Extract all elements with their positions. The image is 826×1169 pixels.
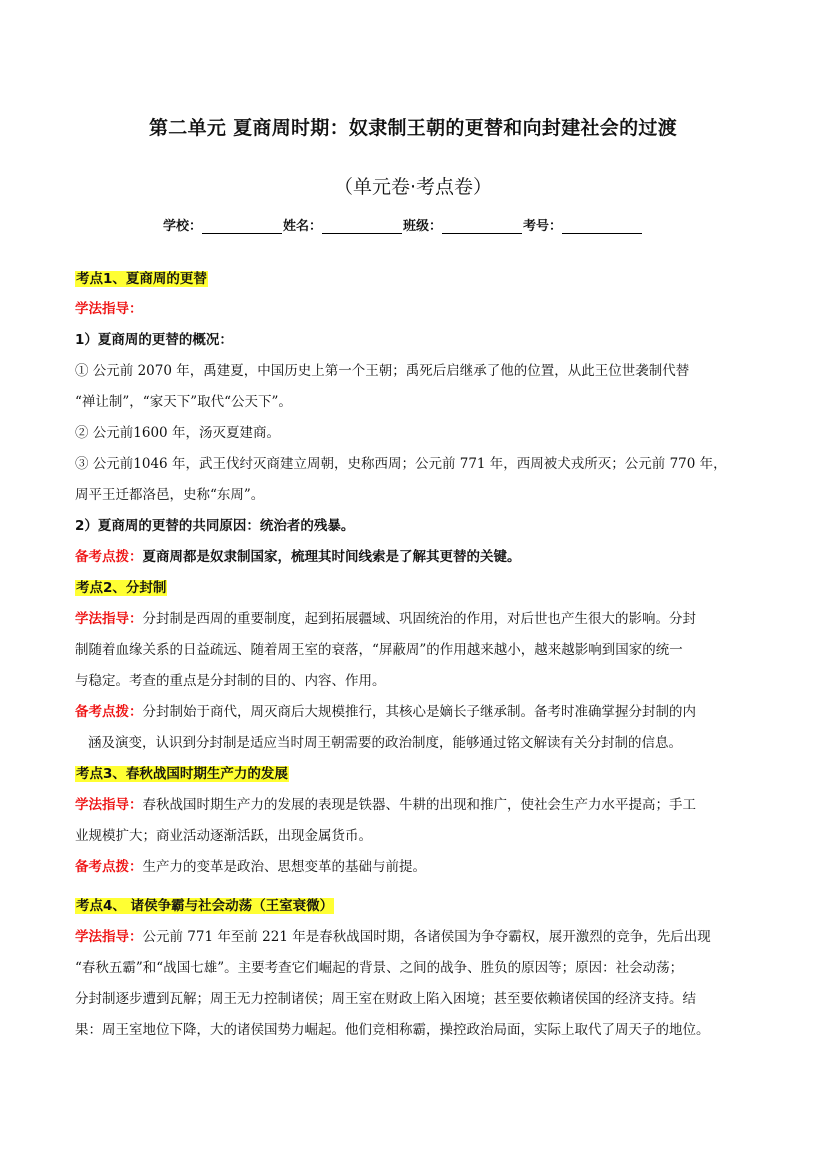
tip-label: 备考点拨： [75,549,143,565]
guide-label: 学法指导： [75,929,143,945]
body-line: ② 公元前1600 年，汤灭夏建商。 [75,425,280,441]
body-line: 分封制是西周的重要制度，起到拓展疆域、巩固统治的作用，对后世也产生很大的影响。分封 [142,611,696,627]
field-label-number: 考号： [523,219,563,234]
name-blank[interactable] [322,219,402,234]
number-blank[interactable] [562,219,642,234]
student-info-fields [163,215,643,234]
tip-text: 生产力的变革是政治、思想变革的基础与前提。 [142,859,426,875]
body-line: 公元前 771 年至前 221 年是春秋战国时期，各诸侯国为争夺霸权，展开激烈的竞争，先后出现 [142,929,711,945]
body-line: 涵及演变，认识到分封制是适应当时周王朝需要的政治制度，能够通过铭文解读有关分封制的信息。 [88,735,682,751]
body-line: 春秋战国时期生产力的发展的表现是铁器、牛耕的出现和推广，使社会生产力水平提高；手工 [142,797,696,813]
section-heading: 考点3、春秋战国时期生产力的发展 [76,766,288,782]
body-line: 业规模扩大；商业活动逐渐活跃，出现金属货币。 [75,828,372,844]
section-heading: 考点2、分封制 [76,580,167,596]
subheading: 1）夏商周的更替的概况： [75,332,233,348]
body-line: 分封制始于商代，周灭商后大规模推行，其核心是嫡长子继承制。备考时准确掌握分封制的内 [142,704,696,720]
tip-label: 备考点拨： [75,859,143,875]
tip-text: 夏商周都是奴隶制国家，梳理其时间线索是了解其更替的关键。 [142,549,521,565]
body-line: 周平王迁都洛邑，史称“东周”。 [75,487,265,503]
body-line: ① 公元前 2070 年，禹建夏，中国历史上第一个王朝；禹死后启继承了他的位置，从此王位世袭制代替 [75,363,690,379]
page-title: 第二单元 夏商周时期：奴隶制王朝的更替和向封建社会的过渡 [148,117,678,139]
school-blank[interactable] [202,219,282,234]
subheading: 2）夏商周的更替的共同原因：统治者的残暴。 [75,518,355,534]
class-blank[interactable] [442,219,522,234]
body-line: ③ 公元前1046 年，武王伐纣灭商建立周朝，史称西周；公元前 771 年，西周被犬戎所灭；公元前 770 年， [75,456,727,472]
body-line: 果：周王室地位下降，大的诸侯国势力崛起。他们竞相称霸，操控政治局面，实际上取代了周天子的地位。 [75,1022,710,1038]
field-label-name: 姓名： [283,219,323,234]
tip-label: 备考点拨： [75,704,143,720]
guide-label: 学法指导： [75,797,143,813]
body-line: 与稳定。考查的重点是分封制的目的、内容、作用。 [75,673,386,689]
page-subtitle: （单元卷·考点卷） [333,176,493,198]
guide-label: 学法指导： [75,611,143,627]
field-label-school: 学校： [163,219,203,234]
body-line: “禅让制”，“家天下”取代“公天下”。 [75,394,292,410]
section-heading: 考点1、夏商周的更替 [76,271,207,287]
guide-label: 学法指导： [75,301,143,317]
section-heading: 考点4、 诸侯争霸与社会动荡（王室衰微） [76,898,334,914]
body-line: 制随着血缘关系的日益疏远、随着周王室的衰落，“屏蔽周”的作用越来越小，越来越影响到国家的统一 [75,642,683,658]
body-line: “春秋五霸”和“战国七雄”。主要考查它们崛起的背景、之间的战争、胜负的原因等；原因：社会动荡； [75,960,684,976]
field-label-class: 班级： [403,219,443,234]
body-line: 分封制逐步遭到瓦解；周王无力控制诸侯；周王室在财政上陷入困境；甚至要依赖诸侯国的经济支持。结 [75,991,696,1007]
